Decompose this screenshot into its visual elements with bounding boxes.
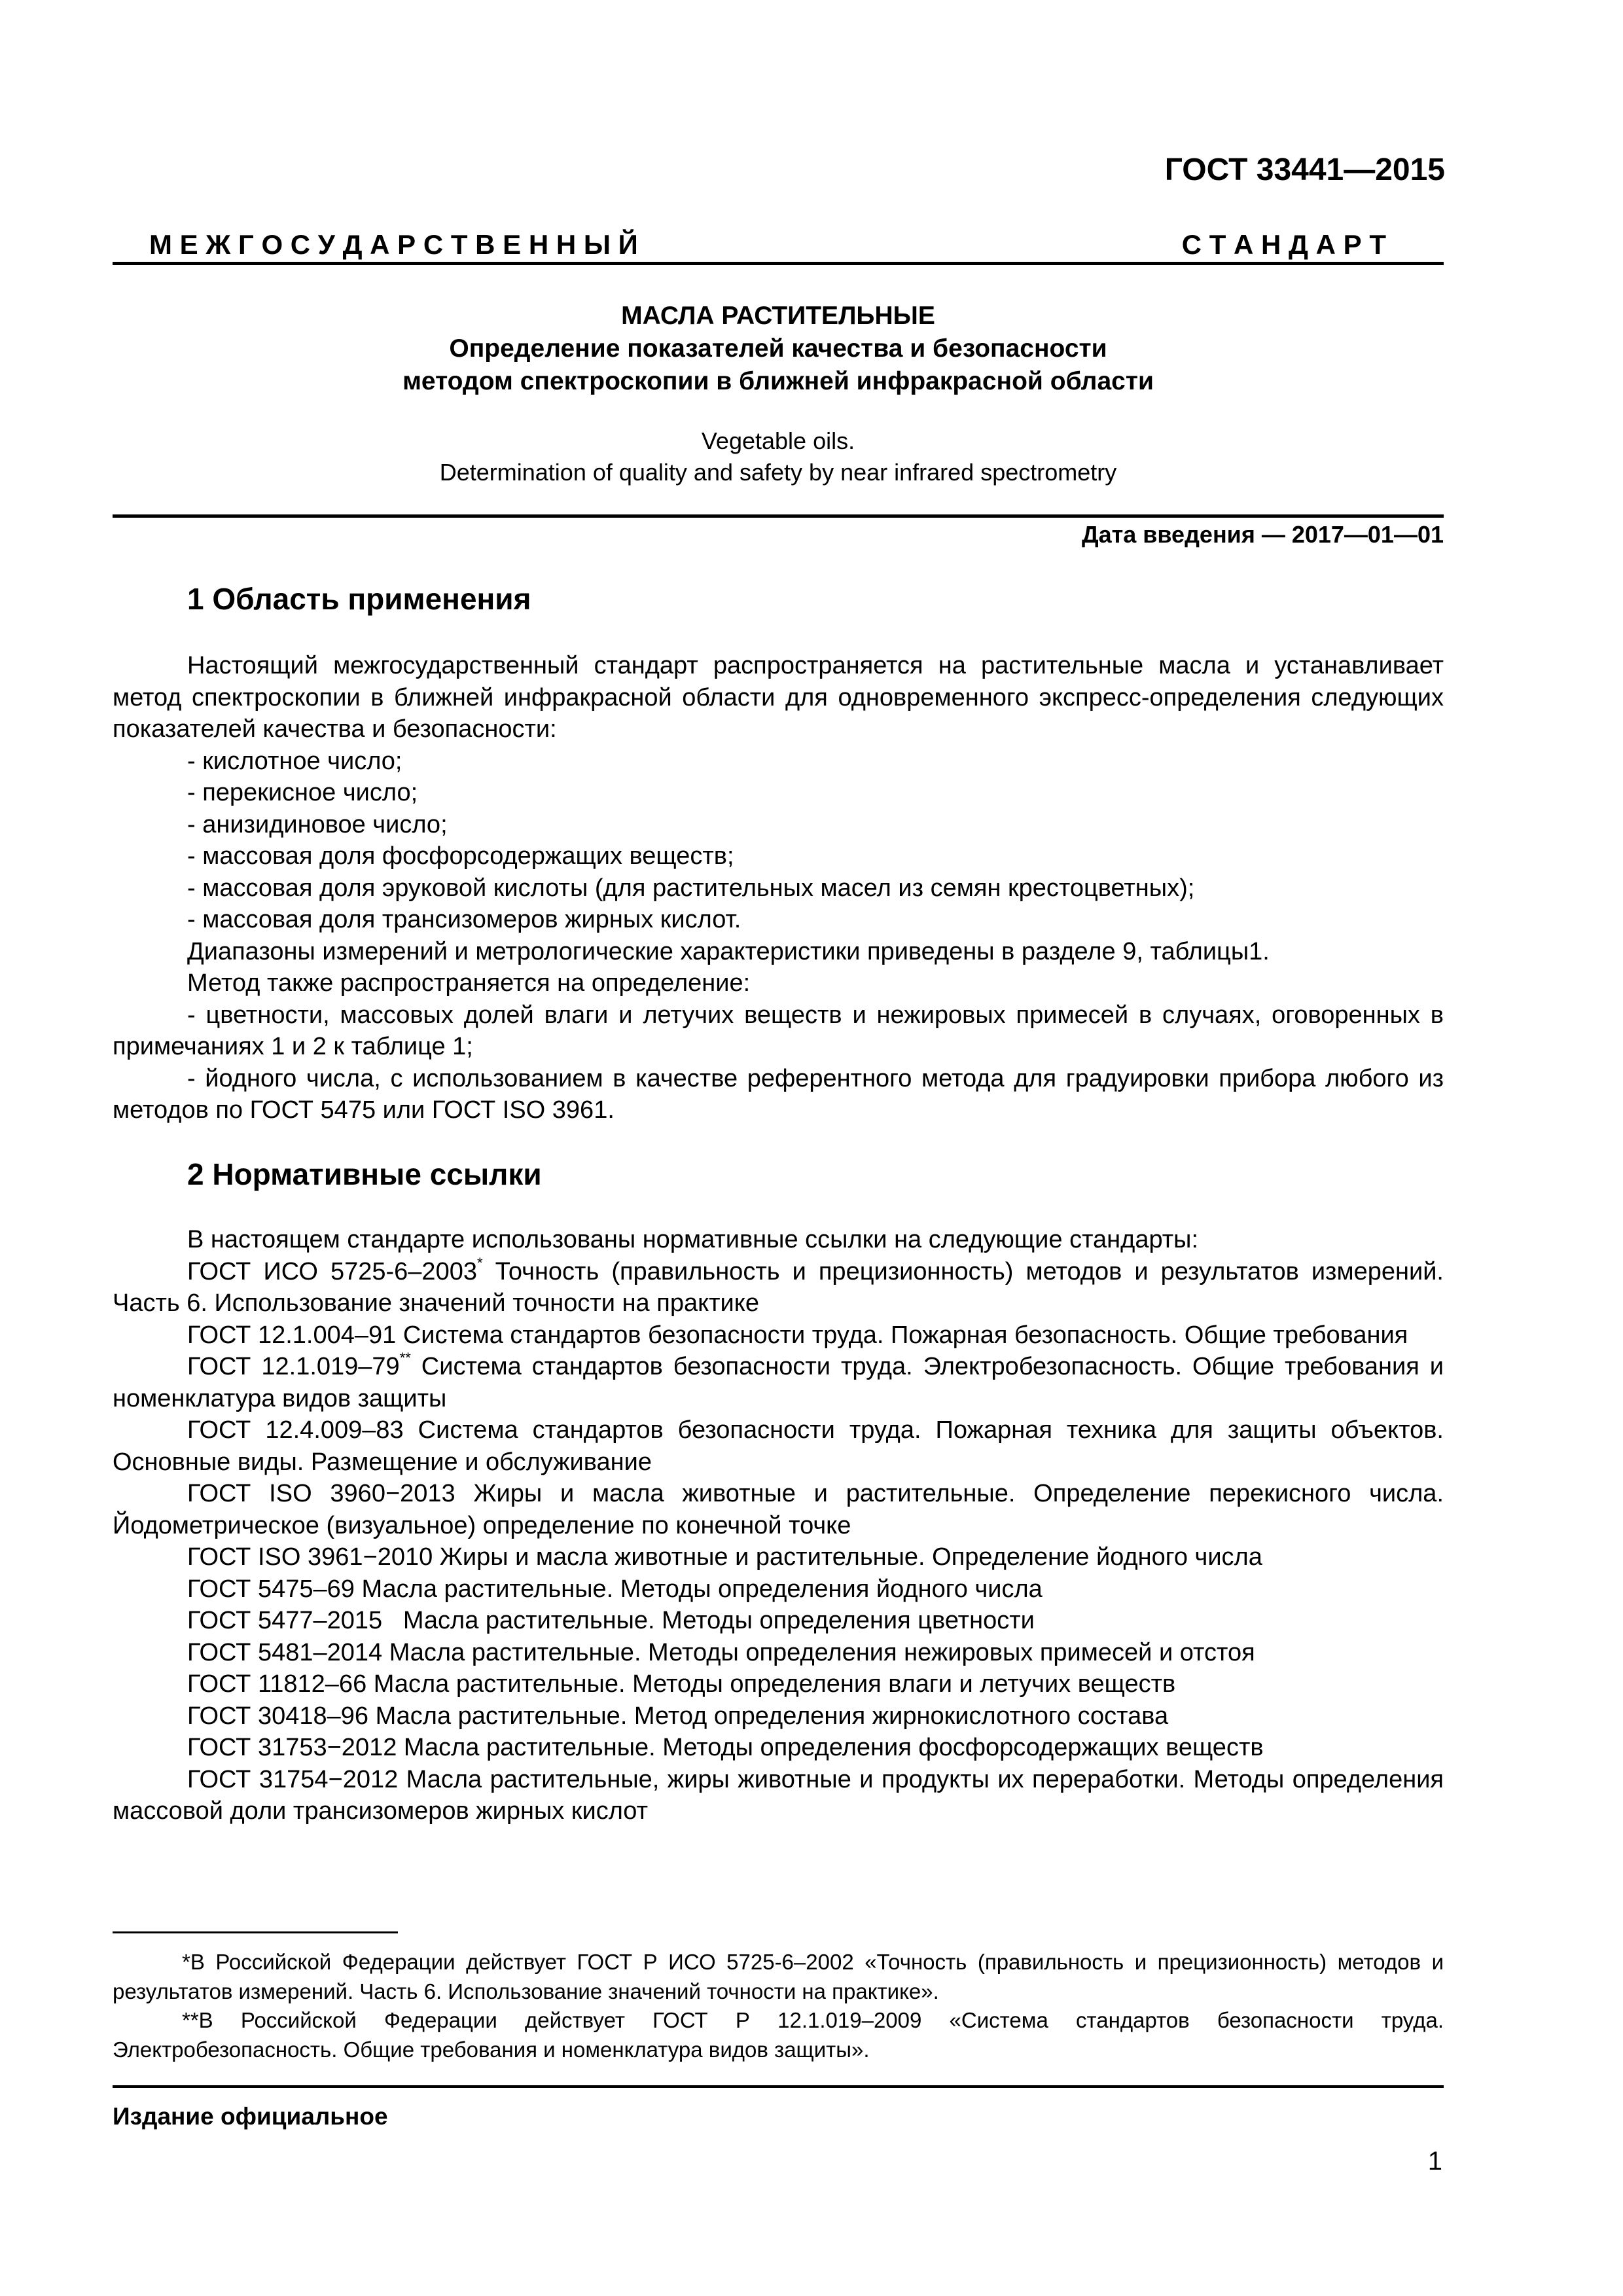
reference-code: ГОСТ 11812–66 — [187, 1670, 367, 1698]
normative-reference — [113, 1414, 1444, 1478]
footnote-separator — [113, 1931, 398, 1933]
reference-title: Масла растительные. Методы определения цветности — [382, 1607, 1035, 1634]
normative-reference — [113, 1700, 1444, 1732]
footnote: *В Российской Федерации действует ГОСТ Р ИСО 5725-6–2002 «Точность (правильность и прецизионность) методов и результатов измерений. Часть 6. Использование значений точности на практике». — [113, 1950, 1444, 2003]
reference-code: ГОСТ 12.1.019–79 — [187, 1353, 400, 1380]
standard-type-word-1: М Е Ж Г О С У Д А Р С Т В Е Н Н Ы Й — [149, 229, 638, 260]
section-1-item: - кислотное число; — [187, 747, 402, 775]
english-title-block — [113, 425, 1444, 488]
normative-reference — [113, 1605, 1444, 1637]
page-number: 1 — [1427, 2147, 1442, 2176]
normative-reference — [113, 1573, 1444, 1605]
section-1-item: - массовая доля эруковой кислоты (для растительных масел из семян крестоцветных); — [187, 874, 1195, 902]
reference-title: Масла растительные. Методы определения йодного числа — [354, 1575, 1043, 1603]
reference-title: Жиры и масла животные и растительные. Определение йодного числа — [433, 1543, 1262, 1571]
section-1-ranges: Диапазоны измерений и метрологические характеристики приведены в разделе 9, таблицы1. — [187, 937, 1270, 965]
reference-code: ГОСТ 31754−2012 — [187, 1765, 399, 1793]
reference-title: Масла растительные. Методы определения влаги и летучих веществ — [366, 1670, 1176, 1698]
reference-code: ГОСТ ISO 3961−2010 — [187, 1543, 433, 1571]
section-2-intro: В настоящем стандарте использованы нормативные ссылки на следующие стандарты: — [187, 1226, 1199, 1253]
official-edition-label: Издание официальное — [113, 2103, 388, 2130]
reference-title: Система стандартов безопасности труда. Пожарная безопасность. Общие требования — [396, 1321, 1408, 1349]
reference-title: Масла растительные. Метод определения жирнокислотного состава — [368, 1702, 1169, 1730]
reference-code: ГОСТ 31753−2012 — [187, 1734, 397, 1761]
footnote-mark: * — [476, 1254, 483, 1271]
reference-code: ГОСТ ISO 3960−2013 — [187, 1480, 455, 1507]
header-rule — [113, 262, 1444, 265]
normative-reference — [113, 1764, 1444, 1827]
section-2-body — [113, 1224, 1444, 1827]
section-1-item: - массовая доля трансизомеров жирных кислот. — [187, 906, 741, 933]
section-1-item: - анизидиновое число; — [187, 810, 448, 838]
standard-type-banner — [113, 229, 1444, 260]
introduction-date: Дата введения — 2017—01—01 — [1081, 521, 1444, 548]
normative-reference — [113, 1351, 1444, 1414]
reference-code: ГОСТ ИСО 5725-6–2003 — [187, 1257, 477, 1285]
section-1-heading: 1 Область применения — [187, 582, 531, 616]
reference-title: Точность (правильность и прецизионность) методов и результатов измерений. Часть 6. Использование значений точности на практике — [113, 1257, 1444, 1317]
normative-reference — [113, 1256, 1444, 1319]
title-line-2: Определение показателей качества и безопасности — [449, 334, 1107, 363]
title-line-3: методом спектроскопии в ближней инфракрасной области — [402, 367, 1154, 395]
reference-code: ГОСТ 30418–96 — [187, 1702, 369, 1730]
reference-code: ГОСТ 5477–2015 — [187, 1607, 383, 1634]
english-title-line-1: Vegetable oils. — [701, 427, 855, 454]
english-title-line-2: Determination of quality and safety by near infrared spectrometry — [439, 459, 1117, 486]
normative-reference — [113, 1319, 1444, 1352]
reference-code: ГОСТ 12.4.009–83 — [187, 1416, 404, 1444]
normative-reference — [113, 1541, 1444, 1573]
reference-code: ГОСТ 5481–2014 — [187, 1638, 383, 1666]
footnotes — [113, 1948, 1444, 2064]
title-main: МАСЛА РАСТИТЕЛЬНЫЕ — [621, 302, 935, 330]
section-1-extra-1: - цветности, массовых долей влаги и летучих веществ и нежировых примесей в случаях, оговоренных в примечаниях 1 и 2 к таблице 1; — [113, 1001, 1444, 1060]
reference-title: Масла растительные, жиры животные и продукты их переработки. Методы определения массовой доли трансизомеров жирных кислот — [113, 1765, 1444, 1825]
footnote: **В Российской Федерации действует ГОСТ Р 12.1.019–2009 «Система стандартов безопасности труда. Электробезопасность. Общие требования и номенклатура видов защиты». — [113, 2008, 1444, 2062]
standard-type-word-2: С Т А Н Д А Р Т — [1181, 229, 1386, 260]
document-code: ГОСТ 33441—2015 — [1164, 152, 1445, 187]
reference-title: Масла растительные. Методы определения фосфорсодержащих веществ — [397, 1734, 1264, 1761]
reference-title: Система стандартов безопасности труда. Электробезопасность. Общие требования и номенклатура видов защиты — [113, 1353, 1444, 1412]
footnote-mark: ** — [399, 1350, 411, 1366]
reference-title: Жиры и масла животные и растительные. Определение перекисного числа. Йодометрическое (визуальное) определение по конечной точке — [113, 1480, 1444, 1539]
normative-reference — [113, 1732, 1444, 1764]
section-1-body — [113, 650, 1444, 1126]
section-1-item: - перекисное число; — [187, 779, 418, 806]
reference-title: Система стандартов безопасности труда. Пожарная техника для защиты объектов. Основные виды. Размещение и обслуживание — [113, 1416, 1444, 1476]
normative-reference — [113, 1478, 1444, 1541]
section-1-item: - массовая доля фосфорсодержащих веществ; — [187, 842, 734, 870]
section-1-extra-2: - йодного числа, с использованием в качестве референтного метода для градуировки прибора любого из методов по ГОСТ 5475 или ГОСТ ISO 3961. — [113, 1064, 1444, 1124]
normative-reference — [113, 1637, 1444, 1669]
section-2-heading: 2 Нормативные ссылки — [187, 1157, 542, 1191]
reference-title: Масла растительные. Методы определения нежировых примесей и отстоя — [382, 1638, 1255, 1666]
section-1-also: Метод также распространяется на определение: — [187, 969, 751, 997]
document-title-block — [113, 300, 1444, 398]
title-rule — [113, 514, 1444, 518]
section-1-intro: Настоящий межгосударственный стандарт распространяется на растительные масла и устанавливает метод спектроскопии в ближней инфракрасной области для одновременного экспресс-определения следующих показателей качества и безопасности: — [113, 652, 1444, 743]
reference-code: ГОСТ 5475–69 — [187, 1575, 355, 1603]
footer-rule — [113, 2085, 1444, 2088]
reference-code: ГОСТ 12.1.004–91 — [187, 1321, 397, 1349]
normative-reference — [113, 1668, 1444, 1700]
